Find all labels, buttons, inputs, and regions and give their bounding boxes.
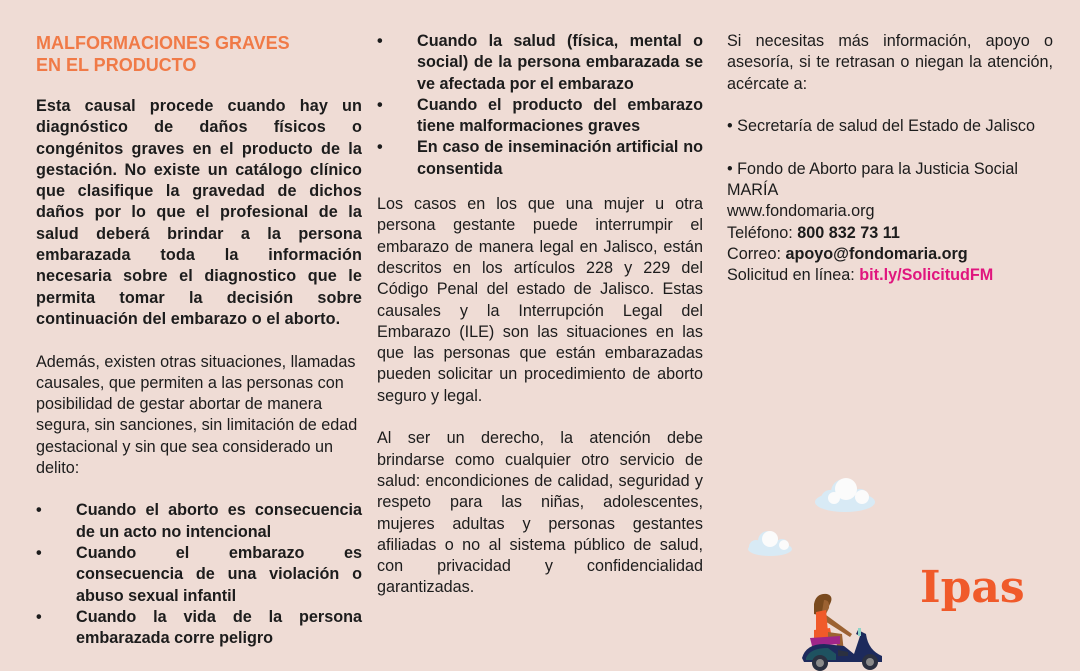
causales-intro: Además, existen otras situaciones, llamadas causales, que permiten a las personas con posibilidad de gestar abortar de manera segura, sin sanciones, sin limitación de edad gestacional y sin que sea considerado un delito: — [36, 352, 358, 478]
list-item — [377, 137, 703, 180]
bullet-icon: • — [36, 607, 42, 626]
list-item-text: En caso de inseminación artificial no consentida — [417, 138, 703, 178]
heading-line-1: MALFORMACIONES GRAVES — [36, 33, 290, 53]
rights-paragraph: Al ser un derecho, la atención debe brindarse como cualquier otro servicio de salud: encondiciones de calidad, seguridad y respeto para las niñas, adolescentes, mujeres adultas y personas gestantes afiliadas o no al sistema público de salud, con privacidad y confidencialidad garantizadas. — [377, 429, 703, 597]
causales-list-2 — [377, 31, 703, 180]
section-heading — [36, 33, 362, 76]
cloud-icon — [746, 528, 794, 558]
column-middle — [377, 0, 703, 599]
online-request-link[interactable]: bit.ly/SolicitudFM — [859, 266, 994, 285]
website-link[interactable]: www.fondomaria.org — [727, 202, 875, 221]
help-intro: Si necesitas más información, apoyo o asesoría, si te retrasan o niegan la atención, acércate a: — [727, 32, 1053, 93]
phone-line — [727, 223, 1053, 244]
malformaciones-description: Esta causal procede cuando hay un diagnóstico de daños físicos o congénitos graves en el producto de la gestación. No existe un catálogo clínico que clasifique la gravedad de dichos daños por lo que el profesional de la salud deberá brindar a la persona embarazada toda la información necesaria sobre el diagnostico que le permita tomar la decisión sobre continuación del embarazo o el aborto. — [36, 97, 362, 328]
org-secretaria — [727, 116, 1053, 137]
bullet-icon: • — [36, 543, 42, 562]
phone-label: Teléfono: — [727, 223, 798, 242]
bullet-icon: • — [727, 159, 733, 178]
list-item — [36, 500, 362, 543]
phone-number[interactable]: 800 832 73 11 — [797, 223, 900, 242]
cloud-icon — [812, 474, 878, 514]
legal-paragraph: Los casos en los que una mujer u otra persona gestante puede interrumpir el embarazo de manera legal en Jalisco, están descritos en los artículos 228 y 229 del Código Penal del estado de Jalisco. Estas causales y la Interrupción Legal del Embarazo (ILE) son las situaciones en las que las personas que están embarazadas pueden solicitar un procedimiento de aborto seguro y legal. — [377, 195, 703, 405]
list-item-text: Cuando la salud (física, mental o social) de la persona embarazada se ve afectada por el embarazo — [417, 32, 703, 93]
scooter-rider-illustration — [800, 590, 885, 671]
list-item — [377, 95, 703, 138]
column-left — [36, 0, 362, 649]
list-item — [36, 543, 362, 607]
list-item-text: Cuando la vida de la persona embarazada corre peligro — [76, 607, 362, 648]
bullet-icon: • — [377, 32, 383, 50]
bullet-icon: • — [377, 138, 383, 157]
ipas-logo: Ipas — [920, 562, 1025, 613]
org-fondo-line-1: Fondo de Aborto para la Justicia Social — [737, 159, 1018, 178]
list-item — [36, 607, 362, 650]
bullet-icon: • — [36, 501, 42, 520]
org-secretaria-text: Secretaría de salud del Estado de Jalisco — [737, 117, 1036, 136]
email-label: Correo: — [727, 244, 786, 263]
list-item-text: Cuando el producto del embarazo tiene malformaciones graves — [417, 95, 703, 136]
email-line — [727, 244, 1053, 265]
list-item — [377, 31, 703, 95]
org-fondo-line-2: MARÍA — [727, 181, 779, 200]
causales-list-1 — [36, 500, 362, 649]
online-request-line — [727, 265, 1053, 286]
online-label: Solicitud en línea: — [727, 266, 860, 285]
column-right — [727, 0, 1053, 287]
bullet-icon: • — [727, 117, 733, 136]
heading-line-2: EN EL PRODUCTO — [36, 54, 197, 75]
email-link[interactable]: apoyo@fondomaria.org — [785, 244, 968, 263]
list-item-text: Cuando el aborto es consecuencia de un acto no intencional — [76, 501, 362, 541]
bullet-icon: • — [377, 95, 383, 114]
org-fondo-maria — [727, 159, 1053, 202]
list-item-text: Cuando el embarazo es consecuencia de una violación o abuso sexual infantil — [76, 543, 362, 605]
